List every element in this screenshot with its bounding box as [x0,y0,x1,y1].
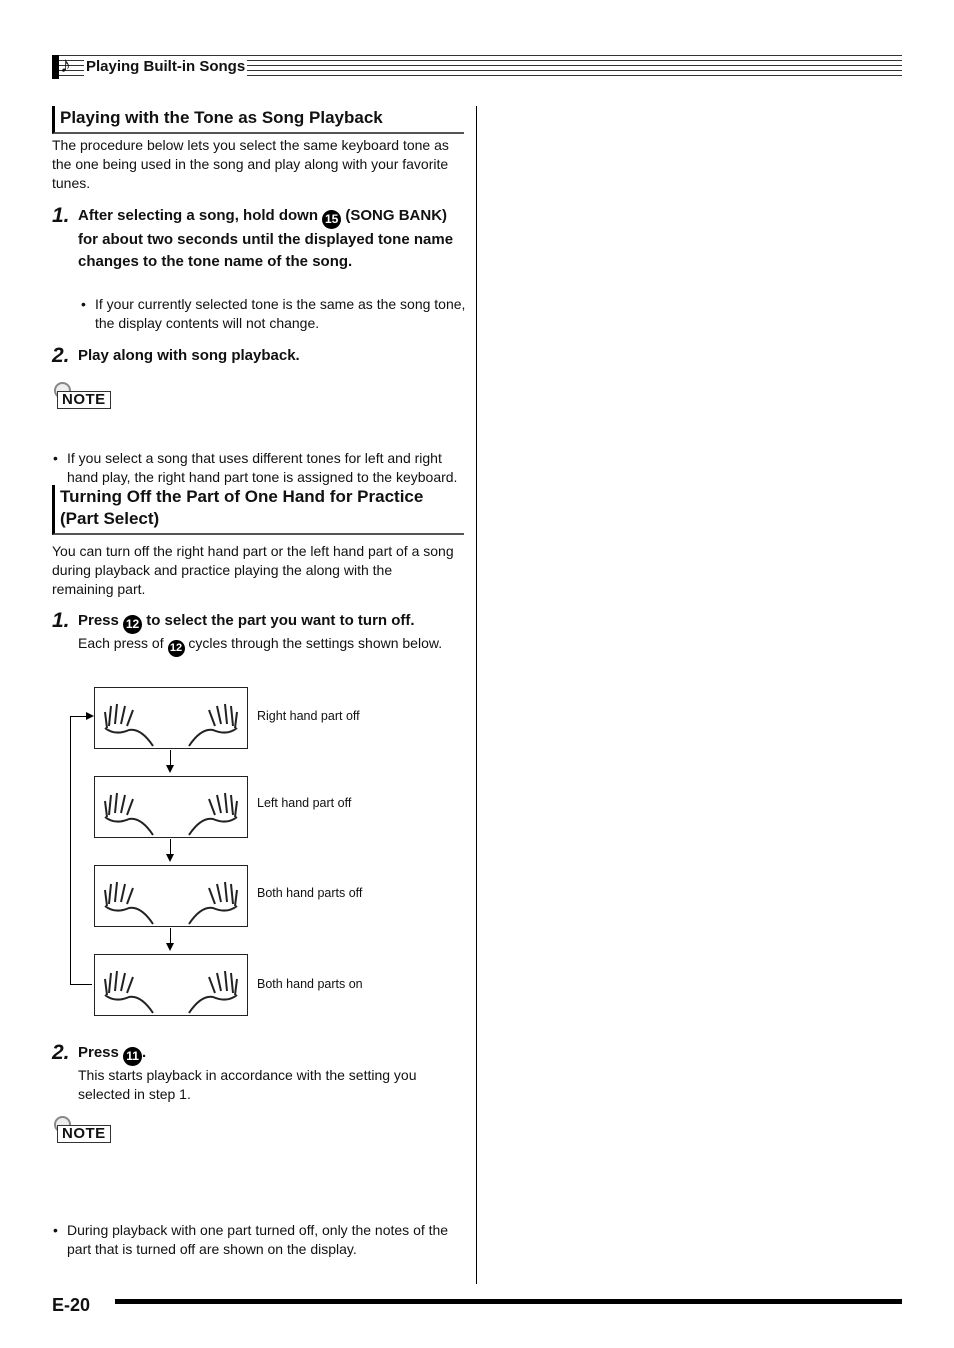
step-instruction: Play along with song playback. [78,347,300,364]
step-instruction [78,205,458,273]
column-divider [476,106,477,1284]
note-label: NOTE [57,1125,111,1143]
step-number: 2. [52,1041,70,1064]
section-heading: Turning Off the Part of One Hand for Practice (Part Select) [52,485,464,535]
hands-icon [95,688,247,748]
button-ref-badge: 15 [322,210,341,229]
cycle-return-bottom [70,984,92,985]
diagram-label: Left hand part off [257,796,352,810]
cycle-return-line [70,716,71,985]
flow-line [170,928,171,944]
step-text: Press [78,1044,119,1061]
footer-rule [115,1299,902,1304]
step-text: cycles through the settings shown below. [188,635,443,651]
hands-icon [95,955,247,1015]
step-text: (SONG BANK) for about two seconds until the displayed tone name changes to the tone name of the song. [78,207,454,270]
page-number: E-20 [52,1295,91,1315]
header-bar [52,55,59,79]
note-text: • During playback with one part turned off, only the notes of the part that is turned off are shown on the display. [52,1221,459,1259]
diagram-label: Both hand parts on [257,977,363,991]
hand-diagram-box [94,954,248,1016]
step-text: . [142,1044,147,1061]
section-intro: You can turn off the right hand part or the left hand part of a song during playback and practice playing the along with the remaining part. [52,543,454,597]
note-badge [53,1116,133,1144]
step-instruction [78,610,458,634]
diagram-label: Both hand parts off [257,886,363,900]
button-ref-badge: 12 [168,640,185,657]
note-text: • If you select a song that uses different tones for left and right hand play, the right hand part tone is assigned to the keyboard. [52,449,459,487]
arrow-down-icon [166,854,174,862]
step-bullet: • If your currently selected tone is the same as the song tone, the display contents will not change. [80,295,471,333]
arrow-right-icon [86,712,94,720]
flow-line [170,750,171,766]
hand-diagram-box [94,776,248,838]
step-number: 2. [52,344,70,367]
note-label: NOTE [57,391,111,409]
section-intro: The procedure below lets you select the same keyboard tone as the one being used in the song and play along with your favorite tunes. [52,137,449,191]
button-ref-badge: 12 [123,615,142,634]
hands-icon [95,866,247,926]
diagram-label: Right hand part off [257,709,360,723]
step-number: 1. [52,609,70,632]
step-text: Each press of [78,635,164,651]
arrow-down-icon [166,943,174,951]
flow-line [170,839,171,855]
step-instruction [78,1042,458,1066]
step-text: to select the part you want to turn off. [146,612,415,629]
step-description [78,634,456,657]
hand-diagram-box [94,865,248,927]
note-badge [53,382,133,410]
music-note-icon: ♪ [60,52,71,77]
hand-diagram-box [94,687,248,749]
section-heading: Playing with the Tone as Song Playback [52,106,464,134]
button-ref-badge: 11 [123,1047,142,1066]
step-description: This starts playback in accordance with the setting you selected in step 1. [78,1067,417,1102]
arrow-down-icon [166,765,174,773]
step-number: 1. [52,204,70,227]
step-text: After selecting a song, hold down [78,207,319,224]
step-text: Press [78,612,119,629]
header-title: Playing Built-in Songs [86,58,246,75]
hands-icon [95,777,247,837]
